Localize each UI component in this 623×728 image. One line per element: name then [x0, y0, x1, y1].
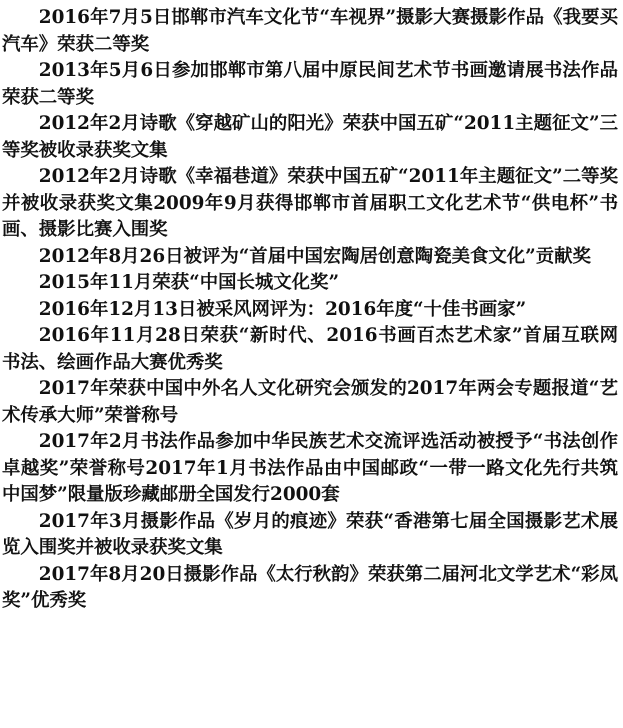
award-paragraph-2: 2013年5月6日参加邯郸市第八届中原民间艺术节书画邀请展书法作品荣获二等奖: [2, 60, 618, 108]
award-paragraph-3: 2012年2月诗歌《穿越矿山的阳光》荣获中国五矿“2011主题征文”三等奖被收录获奖文集: [2, 113, 618, 161]
award-paragraph-5: 2012年8月26日被评为“首届中国宏陶居创意陶瓷美食文化”贡献奖: [38, 245, 591, 267]
award-paragraph-12: 2017年8月20日摄影作品《太行秋韵》荣获第二届河北文学艺术“彩凤奖”优秀奖: [2, 563, 618, 611]
award-paragraph-10: 2017年2月书法作品参加中华民族艺术交流评选活动被授予“书法创作卓越奖”荣誉称号2017年1月书法作品由中国邮政“一带一路文化先行共筑中国梦”限量版珍藏邮册全国发行2000套: [2, 431, 618, 505]
award-paragraph-8: 2016年11月28日荣获“新时代、2016书画百杰艺术家”首届互联网书法、绘画作品大赛优秀奖: [2, 325, 618, 373]
award-paragraph-4: 2012年2月诗歌《幸福巷道》荣获中国五矿“2011年主题征文”二等奖并被收录获奖文集2009年9月获得邯郸市首届职工文化艺术节“供电杯”书画、摄影比赛入围奖: [2, 166, 618, 240]
award-paragraph-6: 2015年11月荣获“中国长城文化奖”: [38, 272, 340, 293]
award-paragraph-1: 2016年7月5日邯郸市汽车文化节“车视界”摄影大赛摄影作品《我要买汽车》荣获二等奖: [2, 7, 618, 55]
award-paragraph-7: 2016年12月13日被采风网评为：2016年度“十佳书画家”: [38, 298, 527, 320]
award-paragraph-11: 2017年3月摄影作品《岁月的痕迹》荣获“香港第七届全国摄影艺术展览入围奖并被收录获奖文集: [2, 510, 618, 558]
award-paragraph-9: 2017年荣获中国中外名人文化研究会颁发的2017年两会专题报道“艺术传承大师”荣誉称号: [2, 378, 618, 426]
awards-document: [2, 5, 618, 615]
